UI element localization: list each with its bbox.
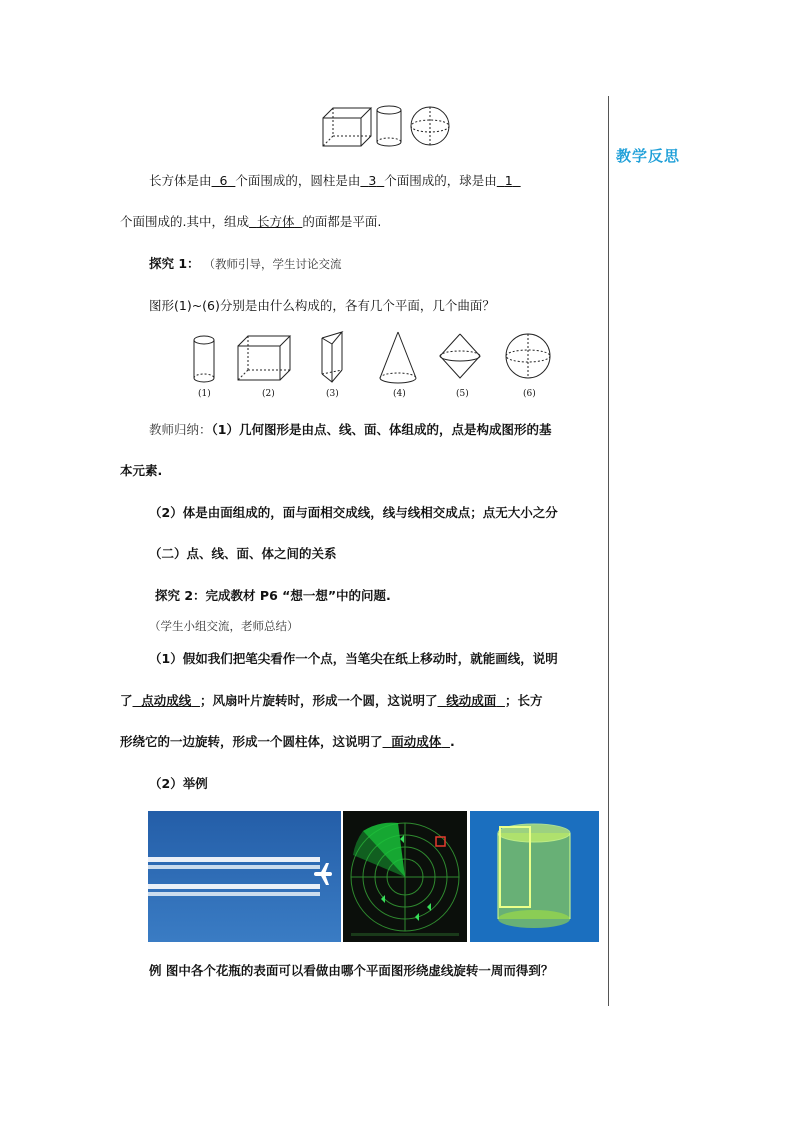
- summary-label: 教师归纳：: [149, 422, 212, 437]
- teaching-reflection-title: 教学反思: [616, 147, 681, 165]
- answer-value: 点动成线: [141, 693, 192, 708]
- example-heading: （2）举例: [149, 776, 208, 791]
- intro-text: 个面围成的，圆柱是由: [235, 173, 361, 188]
- figure-5-double-cone: [440, 334, 480, 378]
- intro-line-2: [120, 214, 381, 230]
- q-text: 了: [120, 693, 133, 708]
- answer-value: 3: [368, 173, 377, 188]
- intro-text: 个面围成的，球是由: [384, 173, 497, 188]
- blank-point-to-line: [133, 693, 200, 708]
- airplane-contrail-image: [148, 811, 341, 942]
- summary-line-2: 本元素.: [120, 463, 163, 478]
- answer-value: 6: [219, 173, 228, 188]
- sphere-shape: [411, 107, 449, 145]
- explore2-q-line-3: [120, 734, 455, 750]
- explore1-heading: [149, 256, 342, 272]
- summary-line-1: [149, 422, 551, 438]
- figure-label-4: (4): [393, 389, 406, 399]
- answer-value: 1: [504, 173, 513, 188]
- top-solids-figure: [318, 100, 453, 150]
- figure-label-5: (5): [456, 389, 469, 399]
- figure-label-2: (2): [262, 389, 275, 399]
- figure-label-6: (6): [523, 389, 536, 399]
- explore2-title: 探究 2：完成教材 P6 “想一想”中的问题.: [155, 588, 391, 603]
- section-heading-relations: （二）点、线、面、体之间的关系: [149, 546, 337, 561]
- q-text: ；长方: [504, 693, 543, 708]
- explore2-q-line-1: （1）假如我们把笔尖看作一个点，当笔尖在纸上移动时，就能画线，说明: [149, 651, 558, 666]
- explore1-title: 探究 1：: [149, 256, 200, 271]
- explore2-note: （学生小组交流，老师总结）: [149, 619, 299, 633]
- six-solids-figure: [180, 328, 560, 398]
- intro-text: 长方体是由: [149, 173, 212, 188]
- figure-label-1: (1): [198, 389, 211, 399]
- blank-answer-sphere: [497, 173, 521, 188]
- figure-label-3: (3): [326, 389, 339, 399]
- example-question: 例 图中各个花瓶的表面可以看做由哪个平面图形绕虚线旋转一周而得到？: [149, 963, 554, 978]
- intro-text: 的面都是平面.: [302, 214, 382, 229]
- figure-4-cone: [380, 332, 416, 383]
- cuboid-shape: [323, 108, 371, 146]
- summary-text: （1）几何图形是由点、线、面、体组成的，点是构成图形的基: [211, 422, 552, 437]
- answer-value: 长方体: [256, 214, 295, 229]
- column-divider: [608, 96, 609, 1006]
- rotating-rectangle-cylinder-image: [470, 811, 599, 942]
- q-text: ；风扇叶片旋转时，形成一个圆，这说明了: [199, 693, 438, 708]
- q-text: 形绕它的一边旋转，形成一个圆柱体，这说明了: [120, 734, 383, 749]
- q-text: .: [449, 734, 455, 749]
- figure-6-sphere: [506, 334, 550, 378]
- explore2-q-line-2: [120, 693, 542, 709]
- translucent-cylinder: [498, 824, 570, 928]
- blank-line-to-surface: [437, 693, 504, 708]
- answer-value: 线动成面: [446, 693, 497, 708]
- blank-surface-to-solid: [383, 734, 450, 749]
- answer-value: 面动成体: [391, 734, 442, 749]
- intro-text: 个面围成的.其中，组成: [120, 214, 249, 229]
- figure-3-prism: [322, 332, 342, 382]
- explore1-note: （教师引导，学生讨论交流: [203, 257, 342, 271]
- summary-line-3: （2）体是由面组成的，面与面相交成线，线与线相交成点；点无大小之分: [149, 505, 558, 520]
- explore1-question: 图形(1)~(6)分别是由什么构成的，各有几个平面，几个曲面？: [149, 298, 495, 313]
- cylinder-shape: [377, 106, 401, 146]
- figure-1-cylinder: [194, 336, 214, 382]
- blank-answer-planes: [249, 214, 302, 229]
- intro-line-1: [149, 173, 521, 189]
- figure-2-cuboid: [238, 336, 290, 380]
- blank-answer-cylinder: [360, 173, 384, 188]
- radar-screen-image: [343, 811, 467, 942]
- blank-answer-cuboid: [212, 173, 236, 188]
